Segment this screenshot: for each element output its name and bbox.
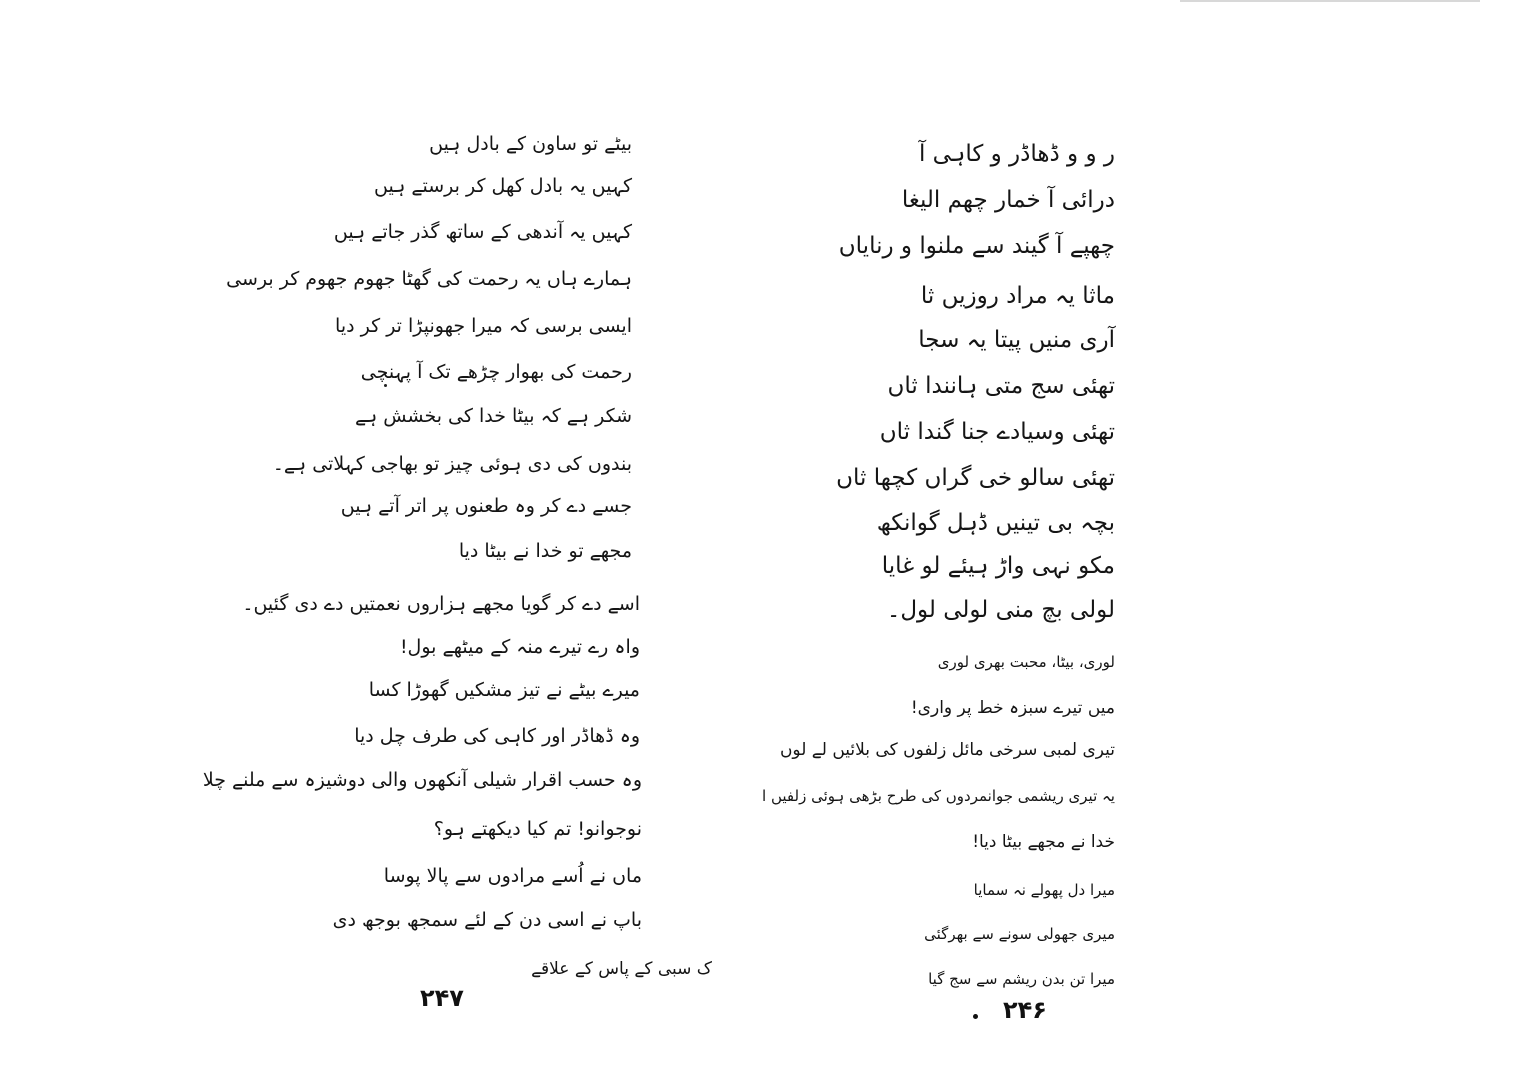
right-pothwari-line-9: بچہ بی تینیں ڈہل گوانکھ	[876, 510, 1115, 536]
left-line-18: باپ نے اسی دن کے لئے سمجھ بوجھ دی	[332, 909, 642, 931]
left-line-13: میرے بیٹے نے تیز مشکیں گھوڑا کسا	[368, 679, 640, 701]
left-line-7: شکر ہے کہ بیٹا خدا کی بخشش ہے	[354, 405, 632, 427]
left-line-4: ہمارے ہاں یہ رحمت کی گھٹا جھوم جھوم کر برسی	[226, 268, 632, 290]
right-urdu-line-7: میرا تن بدن ریشم سے سج گیا	[928, 970, 1115, 988]
left-line-11: اسے دے کر گویا مجھے ہزاروں نعمتیں دے دی گئیں۔	[242, 593, 640, 615]
left-line-17: ماں نے اُسے مرادوں سے پالا پوسا	[383, 865, 642, 887]
left-line-1: بیٹے تو ساون کے بادل ہیں	[429, 133, 632, 155]
page-number-right: ۲۴۶	[1003, 996, 1047, 1024]
page-number-left: ۲۴۷	[420, 984, 464, 1012]
right-pothwari-line-8: تھئی سالو خی گراں کچھا ثاں	[836, 465, 1115, 491]
left-line-3: کہیں یہ آندھی کے ساتھ گذر جاتے ہیں	[333, 221, 632, 243]
left-page	[0, 0, 760, 1080]
right-pothwari-line-4: ماثا یہ مراد روزیں ثا	[920, 283, 1115, 309]
left-line-2: کہیں یہ بادل کھل کر برستے ہیں	[374, 175, 632, 197]
left-line-15: وہ حسب اقرار شیلی آنکھوں والی دوشیزہ سے ملنے چلا	[202, 769, 642, 791]
right-pothwari-line-7: تھئی وسیادے جنا گندا ثاں	[879, 419, 1115, 445]
left-line-19: ک سبی کے پاس کے علاقے	[531, 959, 712, 979]
left-line-6: رحمت کی بھوار چڑھے تک آ پہنچی	[360, 361, 632, 383]
right-urdu-line-6: میری جھولی سونے سے بھرگئی	[924, 925, 1115, 943]
right-pothwari-line-3: چھپے آ گیند سے ملنوا و رنایاں	[838, 233, 1115, 259]
right-urdu-line-2: تیری لمبی سرخی مائل زلفوں کی بلائیں لے لوں	[779, 740, 1115, 760]
page-number-dot	[973, 1014, 978, 1019]
right-pothwari-line-5: آری منیں پیتا یہ سجا	[918, 327, 1115, 353]
scan-speck	[384, 384, 387, 387]
right-urdu-line-1: میں تیرے سبزہ خط پر واری!	[910, 698, 1115, 718]
left-line-5: ایسی برسی کہ میرا جھونپڑا تر کر دیا	[335, 315, 632, 337]
right-urdu-line-4: خدا نے مجھے بیٹا دیا!	[972, 832, 1115, 852]
right-pothwari-line-11: لولی بچ منی لولی لول۔	[886, 597, 1115, 623]
right-pothwari-line-6: تھئی سج متی ہانندا ثاں	[887, 373, 1115, 399]
left-line-12: واہ رے تیرے منہ کے میٹھے بول!	[399, 636, 640, 658]
footnote: لوری، بیٹا، محبت بھری لوری	[937, 653, 1115, 671]
right-pothwari-line-1: ر و و ڈھاڈر و کاہی آ	[918, 141, 1115, 167]
right-pothwari-line-10: مکو نہی واڑ ہیئے لو غایا	[881, 553, 1115, 579]
right-pothwari-line-2: درائی آ خمار چھم الیغا	[901, 187, 1115, 213]
right-page	[760, 0, 1527, 1080]
left-line-14: وہ ڈھاڈر اور کاہی کی طرف چل دیا	[354, 725, 640, 747]
left-line-10: مجھے تو خدا نے بیٹا دیا	[458, 540, 632, 562]
left-line-16: نوجوانو! تم کیا دیکھتے ہو؟	[433, 818, 642, 840]
left-line-9: جسے دے کر وہ طعنوں پر اتر آتے ہیں	[340, 495, 632, 517]
right-urdu-line-3: یہ تیری ریشمی جوانمردوں کی طرح بڑھی ہوئی زلفیں ا	[762, 787, 1115, 805]
right-urdu-line-5: میرا دل پھولے نہ سمایا	[973, 881, 1115, 899]
left-line-8: بندوں کی دی ہوئی چیز تو بھاجی کہلاتی ہے۔	[272, 453, 632, 475]
